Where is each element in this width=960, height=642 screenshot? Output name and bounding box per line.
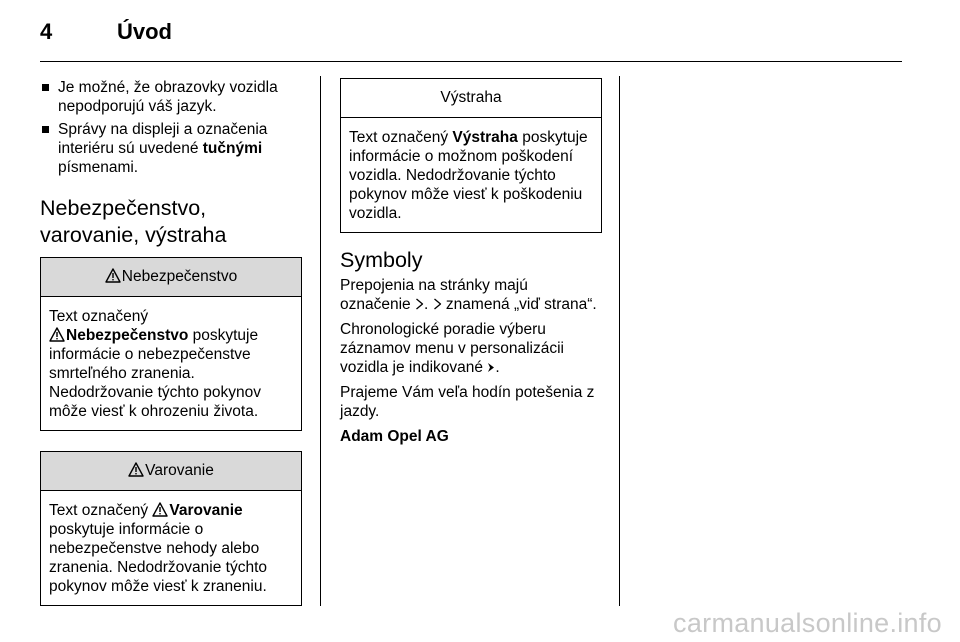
section-heading xyxy=(40,195,302,249)
paragraph-wishes: Prajeme Vám veľa hodín potešenia z jazdy. xyxy=(340,384,595,420)
bullet-square-icon xyxy=(42,84,49,91)
intro-bullet-list xyxy=(40,78,302,177)
danger-box-header xyxy=(41,258,301,297)
paragraph-links xyxy=(340,276,602,314)
list-item xyxy=(40,120,302,177)
watermark-text: carmanualsonline.info xyxy=(673,608,942,638)
paragraph-text: znamená „viď strana“. xyxy=(441,296,597,313)
signature xyxy=(340,427,602,446)
warning-triangle-icon xyxy=(152,502,168,517)
danger-box xyxy=(40,257,302,431)
caution-box xyxy=(340,78,602,233)
bullet-square-icon xyxy=(42,126,49,133)
warning-box xyxy=(40,451,302,606)
danger-box-title: Nebezpečenstvo xyxy=(121,268,238,285)
section-heading-line1: Nebezpečenstvo, xyxy=(40,196,207,220)
caution-box-body xyxy=(341,118,601,232)
warning-triangle-icon xyxy=(105,268,121,283)
caution-box-header xyxy=(341,79,601,118)
bold-text: Nebezpečenstvo xyxy=(66,327,189,344)
box-text: poskytuje informácie o nebezpečenstve smrteľného zranenia. Nedodržovanie týchto pokynov môže viesť k ohrozeniu života. xyxy=(49,327,261,420)
bullet-text: písmenami. xyxy=(58,159,139,176)
caution-box-title: Výstraha xyxy=(440,89,502,106)
bold-text: Varovanie xyxy=(169,502,243,519)
bullet-text: Je možné, že obrazovky vozidla nepodporujú váš jazyk. xyxy=(58,79,278,115)
box-text: Text označený xyxy=(49,308,149,325)
page-reference-icon xyxy=(415,298,424,310)
paragraph-sequence xyxy=(340,320,602,377)
symbols-heading: Symboly xyxy=(340,248,423,272)
page-title: Úvod xyxy=(117,19,172,44)
list-item xyxy=(40,78,302,116)
column-left xyxy=(40,78,302,616)
warning-box-header xyxy=(41,452,301,491)
column-middle xyxy=(340,78,602,452)
spacer xyxy=(40,441,302,451)
box-text: Text označený xyxy=(349,129,453,146)
warning-triangle-icon xyxy=(128,462,144,477)
page-number: 4 xyxy=(40,19,53,44)
bold-text: Výstraha xyxy=(452,129,518,146)
warning-box-body xyxy=(41,491,301,605)
box-text: poskytuje informácie o nebezpečenstve nehody alebo zranenia. Nedodržovanie týchto pokynov môže viesť k zraneniu. xyxy=(49,521,267,595)
warning-box-title: Varovanie xyxy=(145,462,214,479)
paragraph-text: . xyxy=(423,296,433,313)
paragraph-text: Prepojenia na stránky majú označenie xyxy=(340,277,528,313)
column-divider-1 xyxy=(320,76,321,606)
box-text: Text označený xyxy=(49,502,153,519)
bold-text: tučnými xyxy=(202,140,263,157)
signature-text: Adam Opel AG xyxy=(340,428,449,445)
warning-triangle-icon xyxy=(49,327,65,342)
header-divider xyxy=(40,61,902,62)
box-text: poskytuje informácie o možnom poškodení vozidla. Nedodržovanie týchto pokynov môže viesť k poškodeniu vozidla. xyxy=(349,129,588,222)
danger-box-body xyxy=(41,297,301,430)
paragraph-text: . xyxy=(495,359,500,376)
page-reference-icon xyxy=(433,298,442,310)
paragraph-text: Chronologické poradie výberu záznamov menu v personalizácii vozidla je indikované xyxy=(340,321,564,376)
section-heading-line2: varovanie, výstraha xyxy=(40,223,227,247)
bullet-text: Správy na displeji a označenia interiéru sú uvedené xyxy=(58,121,268,157)
column-divider-2 xyxy=(619,76,620,606)
